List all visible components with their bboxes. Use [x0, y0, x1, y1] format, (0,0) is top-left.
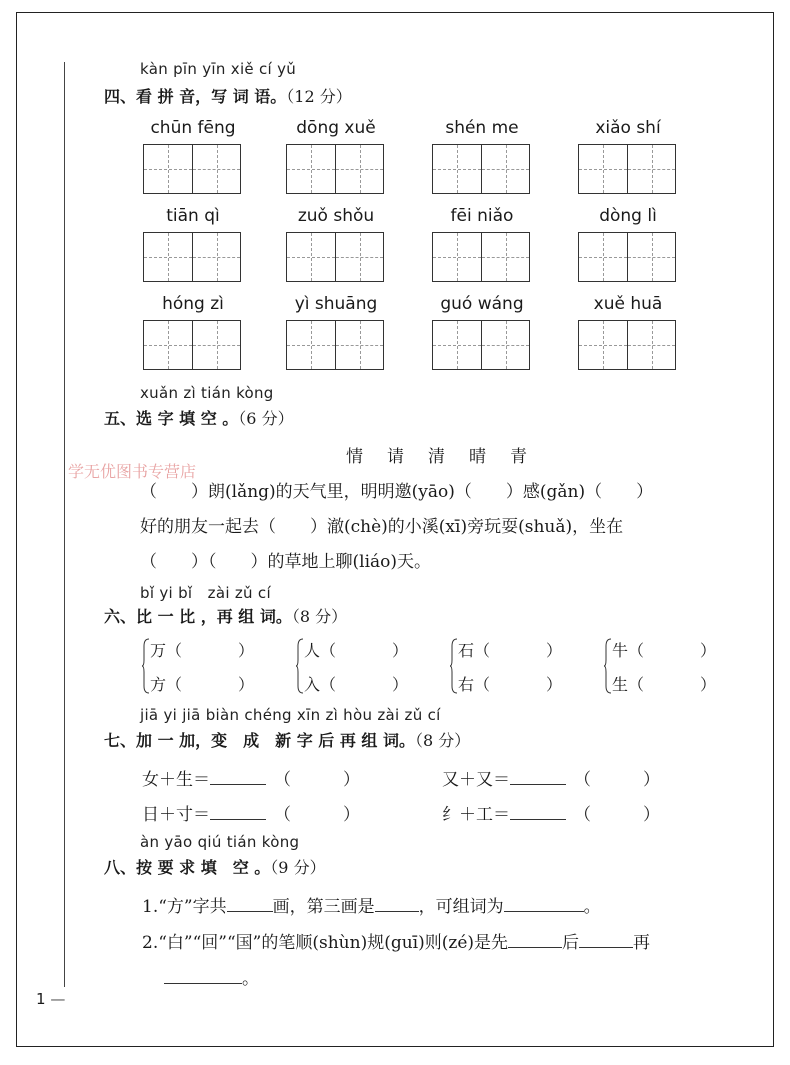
choice-char: 晴 [469, 447, 486, 467]
tian-cell[interactable] [579, 233, 627, 281]
sec6-title: 六、比 一 比 ，再 组 词。（8 分） [104, 607, 348, 626]
tian-cell[interactable] [433, 145, 481, 193]
sec5-line3: （ ）（ ）的草地上聊(liáo)天。 [140, 552, 432, 572]
word-pinyin: fēi niǎo [450, 206, 514, 226]
brace-icon [450, 638, 458, 694]
question-2: 2.“白”“回”“国”的笔顺(shùn)规(guī)则(zé)是先 后 再 [142, 928, 650, 953]
choice-chars [346, 442, 551, 467]
word-pinyin: xuě huā [593, 294, 663, 314]
writing-box[interactable] [432, 320, 530, 370]
writing-box[interactable] [143, 320, 241, 370]
tian-cell[interactable] [287, 233, 335, 281]
tian-cell[interactable] [144, 233, 192, 281]
equation-row: 女＋生＝ （ ） [142, 765, 360, 790]
sec4-pinyin: kàn pīn yīn xiě cí yǔ [140, 60, 297, 78]
sec7-title: 七、加 一 加，变 成 新 字 后 再 组 词。（8 分） [104, 731, 471, 750]
equation-row: 又＋又＝ （ ） [442, 765, 660, 790]
writing-box[interactable] [286, 320, 384, 370]
word-pinyin: dōng xuě [296, 118, 376, 138]
tian-cell[interactable] [192, 233, 240, 281]
tian-cell[interactable] [335, 233, 383, 281]
tian-cell[interactable] [433, 233, 481, 281]
sec5-pinyin: xuǎn zì tián kòng [140, 384, 274, 402]
sec5-title: 五、选 字 填 空 。（6 分） [104, 409, 294, 428]
page-number: 1 — [36, 990, 66, 1008]
tian-cell[interactable] [144, 145, 192, 193]
sec8-title: 八、按 要 求 填 空 。（9 分） [104, 858, 326, 877]
sec5-line2: 好的朋友一起去（ ）澈(chè)的小溪(xī)旁玩耍(shuǎ)，坐在 [140, 517, 624, 537]
writing-box[interactable] [286, 144, 384, 194]
word-pinyin: zuǒ shǒu [297, 206, 375, 226]
word-pinyin: shén me [445, 118, 519, 138]
tian-cell[interactable] [192, 145, 240, 193]
writing-box[interactable] [578, 320, 676, 370]
tian-cell[interactable] [579, 145, 627, 193]
equation-row: 日＋寸＝ （ ） [142, 800, 360, 825]
sec8-pinyin: àn yāo qiú tián kòng [140, 833, 300, 851]
tian-cell[interactable] [481, 145, 529, 193]
margin-line [64, 62, 65, 987]
choice-char: 请 [387, 447, 404, 467]
tian-cell[interactable] [335, 321, 383, 369]
shop-watermark: 学无优图书专营店 [68, 462, 197, 481]
tian-cell[interactable] [627, 145, 675, 193]
sec4-title: 四、看 拼 音，写 词 语。（12 分） [104, 87, 352, 106]
tian-cell[interactable] [335, 145, 383, 193]
word-pinyin: yì shuāng [294, 294, 378, 314]
sec6-pinyin: bǐ yi bǐ zài zǔ cí [140, 584, 271, 602]
sec7-pinyin: jiā yi jiā biàn chéng xīn zì hòu zài zǔ cí [140, 706, 441, 724]
word-pinyin: xiǎo shí [595, 118, 661, 138]
brace-icon [142, 638, 150, 694]
tian-cell[interactable] [433, 321, 481, 369]
writing-box[interactable] [432, 232, 530, 282]
tian-cell[interactable] [144, 321, 192, 369]
writing-box[interactable] [578, 232, 676, 282]
word-pinyin: chūn fēng [150, 118, 236, 138]
choice-char: 情 [346, 447, 363, 467]
tian-cell[interactable] [287, 145, 335, 193]
writing-box[interactable] [143, 144, 241, 194]
writing-box[interactable] [143, 232, 241, 282]
equation-row: 纟＋工＝ （ ） [442, 800, 660, 825]
question-1: 1.“方”字共 画，第三画是 ，可组词为 。 [142, 892, 601, 917]
choice-char: 清 [428, 447, 445, 467]
tian-cell[interactable] [481, 321, 529, 369]
writing-box[interactable] [432, 144, 530, 194]
writing-box[interactable] [578, 144, 676, 194]
word-pinyin: dòng lì [599, 206, 657, 226]
tian-cell[interactable] [627, 321, 675, 369]
tian-cell[interactable] [627, 233, 675, 281]
tian-cell[interactable] [579, 321, 627, 369]
writing-box[interactable] [286, 232, 384, 282]
tian-cell[interactable] [287, 321, 335, 369]
word-pinyin: hóng zì [162, 294, 224, 314]
question-2-cont: 。 [164, 964, 259, 989]
brace-icon [604, 638, 612, 694]
word-pinyin: tiān qì [166, 206, 220, 226]
sec5-line1: （ ）朗(lǎng)的天气里，明明邀(yāo)（ ）感(gǎn)（ ） [140, 482, 654, 502]
tian-cell[interactable] [192, 321, 240, 369]
tian-cell[interactable] [481, 233, 529, 281]
word-pinyin: guó wáng [440, 294, 524, 314]
brace-icon [296, 638, 304, 694]
choice-char: 青 [510, 447, 527, 467]
